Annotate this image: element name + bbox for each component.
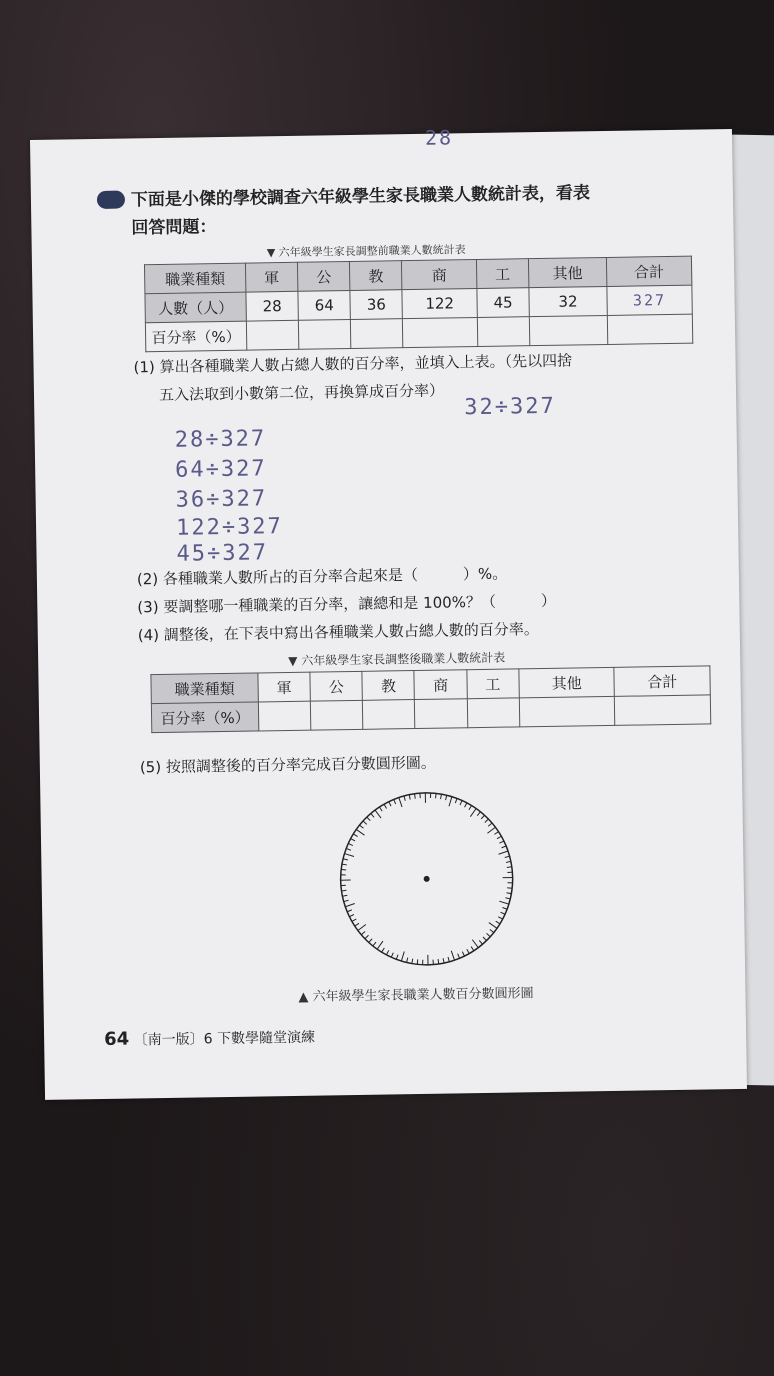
count-cell: 32 [529, 286, 607, 316]
percent-cell [311, 700, 364, 730]
row-label: 百分率（%） [145, 321, 246, 352]
tick-mark [355, 923, 359, 926]
tick-mark [384, 804, 386, 808]
title-line-1: 下面是小傑的學校調查六年級學生家長職業人數統計表，看表 [130, 183, 591, 211]
percent-cell [258, 701, 311, 731]
question-1-line-1: (1) 算出各種職業人數占總人數的百分率，並填入上表。（先以四捨 [133, 351, 573, 377]
tick-mark [375, 810, 381, 818]
table-after-adjustment [150, 665, 711, 733]
tick-mark [451, 951, 454, 961]
tick-mark [507, 888, 512, 889]
tick-mark [345, 903, 355, 906]
question-3: (3) 要調整哪一種職業的百分率，讓總和是 100%？（ ） [137, 591, 557, 617]
tick-mark [445, 795, 446, 800]
section-badge-icon [97, 191, 125, 209]
tick-mark [358, 924, 366, 930]
handwritten-work: 32÷327 [464, 393, 556, 421]
tick-mark [500, 912, 505, 914]
column-header: 教 [362, 671, 415, 701]
tick-mark [373, 942, 376, 946]
tick-mark [502, 907, 507, 909]
row-label: 百分率（%） [151, 702, 258, 733]
tick-mark [449, 797, 452, 807]
count-cell: 64 [298, 290, 351, 320]
tick-mark [498, 917, 502, 919]
tick-mark [471, 947, 474, 951]
tick-mark [348, 843, 353, 845]
handwritten-calc: 28÷327 [174, 426, 267, 453]
percent-cell [477, 317, 530, 347]
handwritten-calc: 64÷327 [175, 456, 267, 483]
percent-cell [615, 695, 711, 725]
tick-mark [507, 867, 512, 868]
tick-mark [342, 864, 347, 865]
tick-mark [506, 861, 511, 862]
total-cell [607, 285, 693, 315]
page-number: 64 [103, 1028, 130, 1050]
tick-mark [470, 808, 476, 816]
tick-mark [481, 815, 484, 819]
tick-mark [344, 900, 349, 901]
tick-mark [341, 869, 346, 870]
tick-mark [499, 851, 509, 854]
tick-mark [494, 832, 498, 835]
handwritten-calc: 36÷327 [175, 486, 268, 513]
tick-mark [379, 807, 382, 811]
tick-mark [396, 955, 398, 960]
tick-mark [356, 829, 364, 835]
tick-mark [441, 794, 442, 799]
tick-mark [346, 848, 351, 850]
pie-chart-caption: ▲ 六年級學生家長職業人數百分數圓形圖 [298, 986, 534, 1005]
worksheet-page [30, 125, 747, 1100]
percent-cell [529, 315, 607, 345]
tick-mark [479, 940, 482, 944]
handwritten-total: 327 [632, 291, 667, 310]
tick-mark [438, 959, 439, 964]
column-header: 工 [466, 669, 519, 699]
tick-mark [363, 821, 367, 824]
tick-mark [371, 813, 374, 817]
question-5: (5) 按照調整後的百分率完成百分數圓形圖。 [139, 753, 437, 777]
book-title: 〔南一版〕6 下數學隨堂演練 [133, 1029, 316, 1049]
center-dot [424, 876, 430, 882]
tick-mark [361, 931, 365, 934]
count-cell: 28 [246, 291, 299, 321]
tick-mark [505, 898, 510, 899]
tick-mark [391, 953, 393, 958]
tick-mark [501, 846, 506, 848]
column-header: 教 [350, 261, 403, 291]
page-footer [104, 1026, 315, 1050]
tick-mark [505, 856, 510, 857]
tick-mark [407, 958, 408, 963]
tick-mark [389, 802, 391, 807]
percent-cell [246, 320, 299, 350]
tick-mark [487, 933, 491, 936]
tick-mark [412, 959, 413, 964]
tick-mark [369, 939, 372, 943]
tick-mark [464, 803, 466, 807]
handwritten-page-mark: 28 [424, 125, 454, 150]
percent-cell [363, 700, 416, 730]
tick-mark [455, 798, 457, 803]
percent-cell [351, 319, 404, 349]
percent-cell [298, 319, 351, 349]
column-header: 其他 [519, 667, 615, 697]
table1-caption: ▼ 六年級學生家長調整前職業人數統計表 [266, 243, 466, 260]
table-before-adjustment [144, 256, 693, 353]
tick-mark [399, 797, 402, 807]
tick-mark [487, 827, 495, 833]
tick-mark [415, 794, 416, 799]
tick-mark [485, 819, 489, 822]
column-header: 商 [402, 260, 477, 290]
tick-mark [467, 949, 469, 953]
tick-mark [386, 950, 388, 954]
column-header: 商 [414, 670, 467, 700]
percent-cell [403, 317, 478, 347]
column-header: 工 [476, 259, 529, 289]
column-header: 公 [310, 671, 363, 701]
tick-mark [351, 839, 355, 841]
tick-mark [352, 919, 356, 921]
table2-caption: ▼ 六年級學生家長調整後職業人數統計表 [288, 650, 506, 669]
tick-mark [360, 825, 364, 828]
tick-mark [365, 935, 369, 938]
count-cell: 122 [402, 289, 477, 319]
tick-mark [499, 901, 509, 904]
tick-mark [382, 948, 385, 952]
tick-mark [477, 812, 480, 816]
tick-mark [469, 806, 472, 810]
tick-mark [347, 910, 352, 912]
tick-mark [409, 795, 410, 800]
tick-mark [401, 952, 404, 962]
tick-mark [353, 834, 357, 837]
handwritten-calc: 45÷327 [176, 540, 269, 567]
column-header: 軍 [245, 262, 298, 292]
tick-mark [435, 793, 436, 798]
count-cell: 45 [477, 288, 530, 318]
column-header: 其他 [528, 257, 606, 287]
percent-cell [607, 314, 693, 344]
tick-mark [343, 859, 348, 860]
tick-mark [472, 940, 478, 948]
tick-mark [342, 890, 347, 891]
column-header: 合計 [614, 666, 710, 696]
tick-mark [404, 796, 405, 801]
column-header: 軍 [258, 672, 311, 702]
tick-mark [367, 817, 370, 821]
row-label: 職業種類 [144, 263, 245, 294]
percent-cell [519, 696, 615, 726]
tick-mark [496, 921, 500, 924]
tick-mark [460, 800, 462, 805]
question-1-line-2: 五入法取到小數第二位，再換算成百分率） [158, 381, 445, 405]
handwritten-calc: 122÷327 [175, 514, 284, 541]
question-title [131, 178, 692, 243]
row-label: 人數（人） [145, 292, 246, 323]
column-header: 合計 [606, 256, 692, 286]
count-cell: 36 [350, 290, 403, 320]
tick-mark [497, 836, 501, 838]
row-label: 職業種類 [151, 673, 258, 704]
tick-mark [342, 895, 347, 896]
tick-mark [483, 937, 486, 941]
tick-mark [458, 954, 460, 959]
tick-mark [489, 922, 497, 928]
tick-mark [394, 799, 396, 804]
tick-mark [462, 952, 464, 957]
tick-mark [490, 929, 494, 932]
tick-mark [506, 893, 511, 894]
column-header: 公 [298, 261, 351, 291]
tick-mark [443, 958, 444, 963]
tick-mark [377, 941, 383, 949]
tick-mark [344, 853, 354, 856]
tick-mark [488, 823, 492, 826]
tick-mark [448, 957, 449, 962]
title-line-2: 回答問題： [131, 217, 217, 239]
percent-cell [467, 698, 520, 728]
tick-mark [499, 841, 504, 843]
percent-cell [415, 699, 468, 729]
question-2: (2) 各種職業人數所占的百分率合起來是（ ）%。 [136, 564, 508, 589]
tick-mark [349, 914, 354, 916]
tick-mark [417, 959, 418, 964]
question-4: (4) 調整後，在下表中寫出各種職業人數占總人數的百分率。 [137, 620, 539, 645]
blank-pie-chart-circle [335, 787, 518, 970]
